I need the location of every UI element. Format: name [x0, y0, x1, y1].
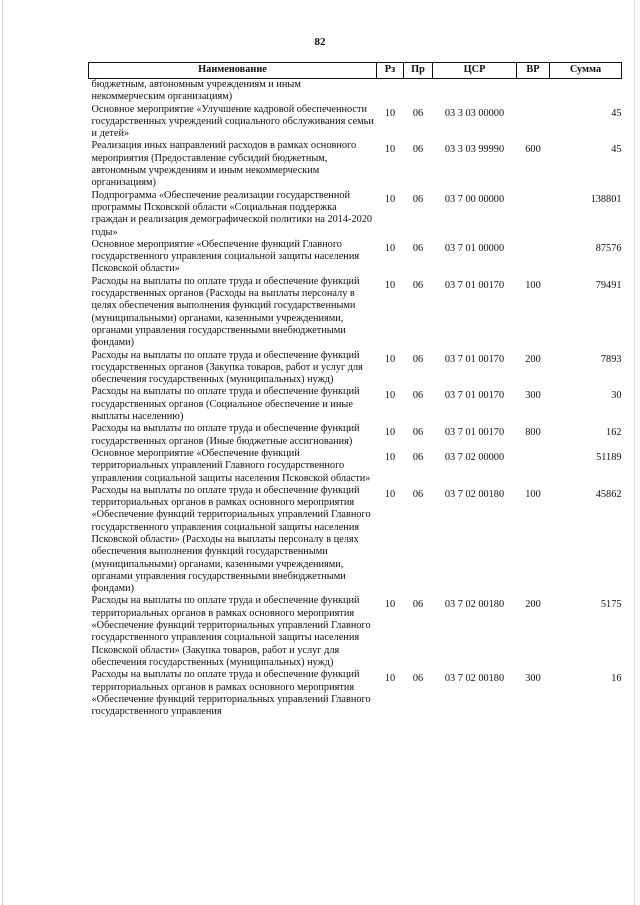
cell-csr: [433, 79, 517, 104]
cell-pr: 06: [412, 353, 424, 365]
cell-sum: 79491: [595, 279, 622, 291]
cell-sum: 45: [611, 144, 622, 156]
cell-rz: 10: [384, 144, 396, 156]
cell-rz: 10: [384, 107, 396, 119]
cell-vr: 100: [525, 279, 541, 291]
cell-name: Подпрограмма «Обеспечение реализации государственной программы Псковской области «Социальная поддержка граждан и реализация демографической политики на 2014-2020 годы»: [91, 189, 373, 238]
cell-name: Расходы на выплаты по оплате труда и обеспечение функций территориальных органов в рамках основного мероприятия «Обеспечение функций территориальных управлений Главного государственного управления социальной защиты населения Псковской области» (Закупка товаров, работ и услуг для обеспечения государственных (муниципальных) нужд): [91, 595, 371, 668]
cell-pr: 06: [412, 427, 424, 439]
cell-pr: 06: [412, 673, 424, 685]
cell-csr: 03 7 01 00000: [444, 242, 505, 254]
cell-sum: 7893: [600, 353, 622, 365]
cell-csr: 03 7 00 00000: [444, 193, 505, 205]
cell-sum: [550, 79, 622, 104]
page-number: 82: [314, 36, 326, 48]
cell-sum: 45862: [595, 488, 622, 500]
table-row: [89, 485, 622, 596]
cell-pr: [404, 79, 433, 104]
scan-edge-left: [2, 0, 4, 905]
cell-sum: 138801: [590, 193, 622, 205]
cell-pr: 06: [412, 279, 424, 291]
cell-csr: 03 7 02 00180: [444, 488, 505, 500]
cell-pr: 06: [412, 242, 424, 254]
cell-vr: 300: [525, 390, 541, 402]
cell-name: Основное мероприятие «Обеспечение функций Главного государственного управления социальной защиты населения Псковской области»: [91, 238, 360, 275]
cell-csr: 03 7 01 00170: [444, 279, 505, 291]
cell-sum: 30: [611, 390, 622, 402]
cell-vr: 600: [525, 144, 541, 156]
cell-pr: 06: [412, 451, 424, 463]
cell-vr: 100: [525, 488, 541, 500]
table-row: [89, 140, 622, 189]
cell-csr: 03 7 01 00170: [444, 390, 505, 402]
cell-vr: [517, 239, 550, 276]
cell-sum: 162: [606, 427, 622, 439]
cell-name: Основное мероприятие «Улучшение кадровой обеспеченности государственных учреждений социального обслуживания семьи и детей»: [91, 103, 374, 140]
cell-sum: 87576: [595, 242, 622, 254]
cell-csr: 03 3 03 99990: [444, 144, 505, 156]
header-rz: Рз: [377, 63, 404, 79]
cell-csr: 03 7 01 00170: [444, 427, 505, 439]
cell-rz: 10: [384, 193, 396, 205]
cell-vr: [517, 79, 550, 104]
cell-vr: 200: [525, 353, 541, 365]
cell-name: Расходы на выплаты по оплате труда и обеспечение функций государственных органов (Закупка товаров, работ и услуг для обеспечения государственных (муниципальных) нужд): [91, 349, 363, 386]
budget-table: [88, 62, 622, 718]
cell-sum: 16: [611, 673, 622, 685]
table-row: [89, 239, 622, 276]
scan-edge-right: [634, 0, 636, 905]
cell-csr: 03 3 03 00000: [444, 107, 505, 119]
cell-name: Реализация иных направлений расходов в рамках основного мероприятия (Предоставление субсидий бюджетным, автономным учреждениям и иным некоммерческим организациям): [91, 140, 357, 189]
cell-vr: [517, 190, 550, 239]
cell-name: Основное мероприятие «Обеспечение функций территориальных управлений Главного государственного управления социальной защиты населения Псковской области»: [91, 447, 371, 484]
table-row: [89, 386, 622, 423]
cell-csr: 03 7 02 00180: [444, 673, 505, 685]
cell-csr: 03 7 01 00170: [444, 353, 505, 365]
cell-rz: 10: [384, 451, 396, 463]
table-row: [89, 190, 622, 239]
cell-rz: 10: [384, 353, 396, 365]
cell-rz: 10: [384, 390, 396, 402]
cell-pr: 06: [412, 488, 424, 500]
cell-rz: 10: [384, 488, 396, 500]
cell-csr: 03 7 02 00000: [444, 451, 505, 463]
cell-name: Расходы на выплаты по оплате труда и обеспечение функций государственных органов (Иные бюджетные ассигнования): [91, 423, 360, 447]
cell-rz: 10: [384, 242, 396, 254]
cell-name: Расходы на выплаты по оплате труда и обеспечение функций территориальных органов в рамках основного мероприятия «Обеспечение функций территориальных управлений Главного государственного управления: [91, 669, 371, 718]
header-name: Наименование: [89, 63, 377, 79]
cell-vr: [517, 448, 550, 485]
cell-pr: 06: [412, 599, 424, 611]
table-row: [89, 448, 622, 485]
cell-name: Расходы на выплаты по оплате труда и обеспечение функций территориальных органов в рамках основного мероприятия «Обеспечение функций территориальных управлений Главного государственного управления социальной защиты населения Псковской области» (Расходы на выплаты персоналу в целях обеспечения выполнения функций государственными (муниципальными) органами, казенными учреждениями, органами управления государственными внебюджетными фондами): [91, 484, 371, 595]
cell-vr: [517, 104, 550, 141]
header-sum: Сумма: [550, 63, 622, 79]
cell-pr: 06: [412, 390, 424, 402]
cell-rz: 10: [384, 599, 396, 611]
header-csr: ЦСР: [433, 63, 517, 79]
table-row: [89, 276, 622, 350]
cell-vr: 200: [525, 599, 541, 611]
cell-csr: 03 7 02 00180: [444, 599, 505, 611]
cell-rz: 10: [384, 427, 396, 439]
table-row: [89, 79, 622, 104]
cell-sum: 5175: [600, 599, 622, 611]
cell-pr: 06: [412, 193, 424, 205]
cell-sum: 45: [611, 107, 622, 119]
cell-sum: 51189: [596, 451, 622, 463]
cell-name: Расходы на выплаты по оплате труда и обеспечение функций государственных органов (Расходы на выплаты персоналу в целях обеспечения выполнения функций государственными (муниципальными) органами, казенными учреждениями, органами управления государственными внебюджетными фондами): [91, 275, 360, 349]
cell-pr: 06: [412, 144, 424, 156]
table-row: [89, 350, 622, 387]
table-row: [89, 104, 622, 141]
header-vr: ВР: [517, 63, 550, 79]
cell-rz: [377, 79, 404, 104]
cell-vr: 300: [525, 673, 541, 685]
cell-name: бюджетным, автономным учреждениям и иным некоммерческим организациям): [91, 79, 301, 103]
cell-rz: 10: [384, 279, 396, 291]
table-row: [89, 423, 622, 448]
cell-pr: 06: [412, 107, 424, 119]
cell-rz: 10: [384, 673, 396, 685]
table-row: [89, 595, 622, 669]
table-header-row: [89, 63, 622, 79]
table-row: [89, 669, 622, 718]
header-pr: Пр: [404, 63, 433, 79]
cell-vr: 800: [525, 427, 541, 439]
cell-name: Расходы на выплаты по оплате труда и обеспечение функций государственных органов (Социальное обеспечение и иные выплаты населению): [91, 386, 360, 423]
